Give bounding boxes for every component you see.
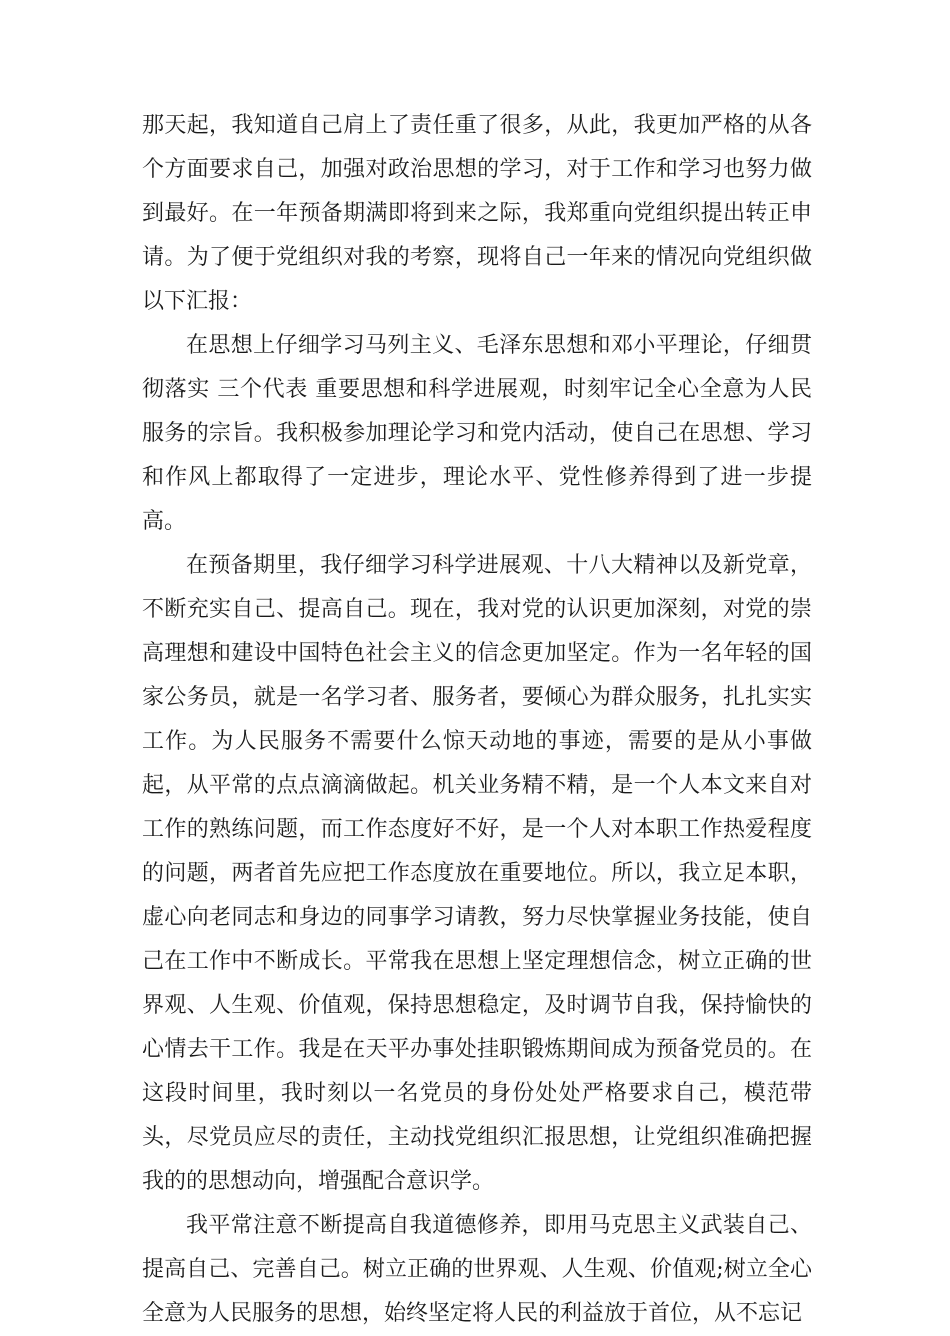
paragraph: 我平常注意不断提高自我道德修养，即用马克思主义武装自己、提高自己、完善自己。树立正确的世界观、人生观、价值观;树立全心全意为人民服务的思想，始终坚定将人民的利益放于首位，从不忘记 bbox=[142, 1213, 812, 1326]
paragraph: 那天起，我知道自己肩上了责任重了很多，从此，我更加严格的从各个方面要求自己，加强对政治思想的学习，对于工作和学习也努力做到最好。在一年预备期满即将到来之际，我郑重向党组织提出转正申请。为了便于党组织对我的考察，现将自己一年来的情况向党组织做以下汇报： bbox=[142, 113, 812, 314]
paragraph: 在思想上仔细学习马列主义、毛泽东思想和邓小平理论，仔细贯彻落实 三个代表 重要思想和科学进展观，时刻牢记全心全意为人民服务的宗旨。我积极参加理论学习和党内活动，使自己在思想、学习和作风上都取得了一定进步，理论水平、党性修养得到了进一步提高。 bbox=[142, 333, 812, 534]
document-body bbox=[142, 104, 812, 1336]
paragraph: 在预备期里，我仔细学习科学进展观、十八大精神以及新党章，不断充实自己、提高自己。现在，我对党的认识更加深刻，对党的崇高理想和建设中国特色社会主义的信念更加坚定。作为一名年轻的国家公务员，就是一名学习者、服务者，要倾心为群众服务，扎扎实实工作。为人民服务不需要什么惊天动地的事迹，需要的是从小事做起，从平常的点点滴滴做起。机关业务精不精，是一个人本文来自对工作的熟练问题，而工作态度好不好，是一个人对本职工作热爱程度的问题，两者首先应把工作态度放在重要地位。所以，我立足本职，虚心向老同志和身边的同事学习请教，努力尽快掌握业务技能，使自己在工作中不断成长。平常我在思想上坚定理想信念，树立正确的世界观、人生观、价值观，保持思想稳定，及时调节自我，保持愉快的心情去干工作。我是在天平办事处挂职锻炼期间成为预备党员的。在这段时间里，我时刻以一名党员的身份处处严格要求自己，模范带头，尽党员应尽的责任，主动找党组织汇报思想，让党组织准确把握我的的思想动向，增强配合意识学。 bbox=[142, 553, 812, 1194]
